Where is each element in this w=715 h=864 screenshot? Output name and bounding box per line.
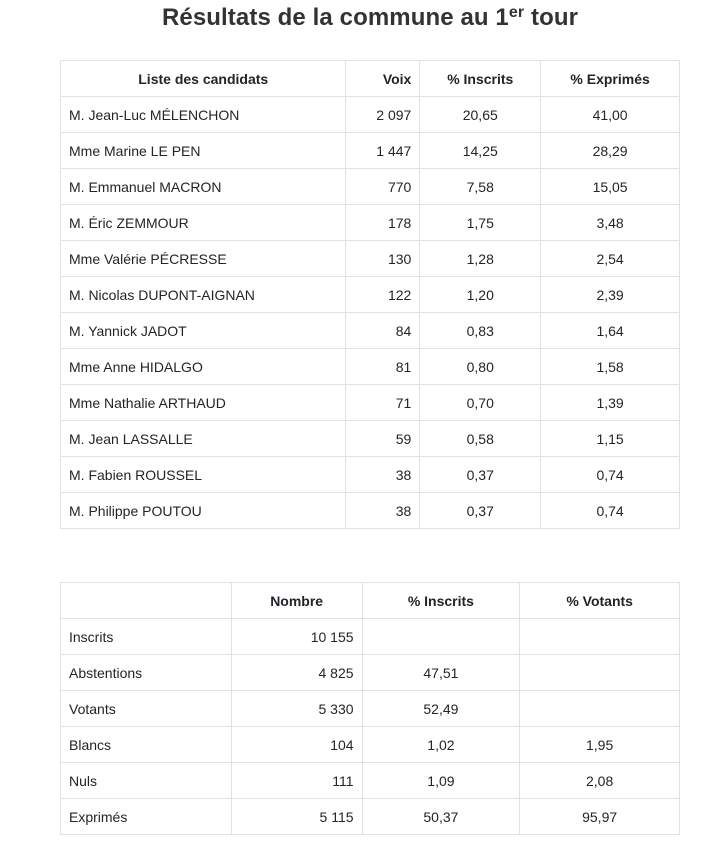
candidate-voix: 81 [346,349,420,385]
table-row [61,763,680,799]
summary-pct-votants: 95,97 [520,799,680,835]
candidate-pct-inscrits: 14,25 [420,133,541,169]
candidate-voix: 84 [346,313,420,349]
candidate-pct-exprimes: 1,58 [541,349,680,385]
candidate-pct-exprimes: 1,39 [541,385,680,421]
candidate-voix: 770 [346,169,420,205]
summary-nombre: 4 825 [231,655,362,691]
candidate-voix: 178 [346,205,420,241]
candidate-voix: 1 447 [346,133,420,169]
table-row [61,241,680,277]
candidate-pct-inscrits: 1,20 [420,277,541,313]
summary-label: Abstentions [61,655,232,691]
candidate-pct-inscrits: 0,58 [420,421,541,457]
candidate-pct-exprimes: 28,29 [541,133,680,169]
header-pct-inscrits: % Inscrits [362,583,520,619]
candidates-body [61,97,680,529]
table-row [61,385,680,421]
table-row [61,727,680,763]
candidate-name: Mme Nathalie ARTHAUD [61,385,346,421]
table-row [61,133,680,169]
candidate-pct-inscrits: 20,65 [420,97,541,133]
summary-pct-votants [520,655,680,691]
candidate-voix: 38 [346,457,420,493]
candidate-voix: 130 [346,241,420,277]
summary-pct-votants: 1,95 [520,727,680,763]
summary-pct-votants [520,619,680,655]
summary-pct-inscrits: 47,51 [362,655,520,691]
candidate-name: Mme Valérie PÉCRESSE [61,241,346,277]
table-row [61,493,680,529]
summary-pct-inscrits: 52,49 [362,691,520,727]
candidate-voix: 122 [346,277,420,313]
summary-pct-votants: 2,08 [520,763,680,799]
page-title [0,4,715,32]
header-pct-votants: % Votants [520,583,680,619]
summary-label: Nuls [61,763,232,799]
summary-header-row [61,583,680,619]
candidate-pct-exprimes: 15,05 [541,169,680,205]
table-row [61,97,680,133]
candidate-name: M. Éric ZEMMOUR [61,205,346,241]
candidate-voix: 2 097 [346,97,420,133]
header-pct-inscrits: % Inscrits [420,61,541,97]
candidates-results-table [60,60,680,529]
participation-summary-table [60,582,680,835]
summary-label: Exprimés [61,799,232,835]
summary-label: Inscrits [61,619,232,655]
candidate-pct-inscrits: 0,37 [420,457,541,493]
candidate-pct-exprimes: 1,15 [541,421,680,457]
header-candidates: Liste des candidats [61,61,346,97]
candidate-name: M. Fabien ROUSSEL [61,457,346,493]
candidate-pct-exprimes: 2,39 [541,277,680,313]
table-row [61,277,680,313]
summary-nombre: 5 115 [231,799,362,835]
candidate-voix: 38 [346,493,420,529]
candidate-pct-inscrits: 0,37 [420,493,541,529]
summary-label: Votants [61,691,232,727]
table-row [61,205,680,241]
page-title-ordinal: er [508,4,525,21]
header-empty [61,583,232,619]
candidate-pct-inscrits: 1,75 [420,205,541,241]
table-row [61,619,680,655]
candidates-header-row [61,61,680,97]
candidate-name: M. Jean LASSALLE [61,421,346,457]
table-row [61,313,680,349]
candidate-pct-inscrits: 0,70 [420,385,541,421]
candidate-name: M. Nicolas DUPONT-AIGNAN [61,277,346,313]
summary-nombre: 104 [231,727,362,763]
candidate-pct-exprimes: 2,54 [541,241,680,277]
summary-body [61,619,680,835]
candidate-pct-exprimes: 41,00 [541,97,680,133]
candidate-pct-inscrits: 1,28 [420,241,541,277]
candidate-pct-inscrits: 0,80 [420,349,541,385]
table-row [61,169,680,205]
table-row [61,349,680,385]
summary-pct-inscrits: 50,37 [362,799,520,835]
summary-pct-inscrits: 1,09 [362,763,520,799]
summary-label: Blancs [61,727,232,763]
candidate-pct-exprimes: 3,48 [541,205,680,241]
summary-nombre: 10 155 [231,619,362,655]
candidate-name: M. Yannick JADOT [61,313,346,349]
candidate-name: M. Jean-Luc MÉLENCHON [61,97,346,133]
table-row [61,691,680,727]
candidate-voix: 59 [346,421,420,457]
table-row [61,799,680,835]
table-row [61,457,680,493]
candidate-name: M. Philippe POUTOU [61,493,346,529]
candidate-name: Mme Marine LE PEN [61,133,346,169]
candidate-pct-exprimes: 0,74 [541,457,680,493]
candidate-name: Mme Anne HIDALGO [61,349,346,385]
header-voix: Voix [346,61,420,97]
candidate-pct-exprimes: 1,64 [541,313,680,349]
summary-pct-inscrits: 1,02 [362,727,520,763]
page-title-main: Résultats de la commune au 1 [161,4,509,31]
candidate-voix: 71 [346,385,420,421]
candidate-name: M. Emmanuel MACRON [61,169,346,205]
summary-nombre: 111 [231,763,362,799]
table-row [61,655,680,691]
summary-pct-votants [520,691,680,727]
summary-pct-inscrits [362,619,520,655]
candidate-pct-exprimes: 0,74 [541,493,680,529]
table-row [61,421,680,457]
page-title-suffix: tour [524,4,579,31]
candidate-pct-inscrits: 0,83 [420,313,541,349]
candidate-pct-inscrits: 7,58 [420,169,541,205]
header-pct-exprimes: % Exprimés [541,61,680,97]
summary-nombre: 5 330 [231,691,362,727]
header-nombre: Nombre [231,583,362,619]
